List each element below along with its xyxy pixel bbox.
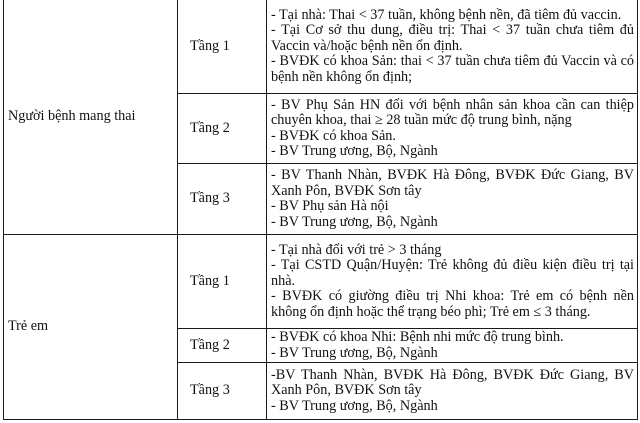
- tier-detail: [267, 363, 638, 420]
- tier-label: Tầng 3: [178, 164, 267, 235]
- detail-line: - BV Trung ương, Bộ, Ngành: [271, 397, 438, 414]
- tier-detail: [267, 235, 638, 329]
- tier-label: Tầng 1: [178, 0, 267, 94]
- detail-line: - BV Trung ương, Bộ, Ngành: [271, 213, 438, 230]
- tier-detail: [267, 329, 638, 363]
- detail-line: - BV Phụ Sản HN đối với bệnh nhân sản khoa cần can thiệp chuyên khoa, thai ≥ 28 tuần mức độ trung bình, nặng: [271, 96, 634, 128]
- tier-label: Tầng 2: [178, 94, 267, 164]
- detail-line: - BV Trung ương, Bộ, Ngành: [271, 143, 438, 159]
- detail-line: - Tại nhà đối với trẻ > 3 tháng: [271, 241, 442, 258]
- detail-line: - BV Trung ương, Bộ, Ngành: [271, 344, 438, 361]
- tier-label: Tầng 2: [178, 329, 267, 363]
- treatment-tier-table: [3, 0, 638, 420]
- table-row: [4, 0, 638, 94]
- detail-line: - BVĐK có khoa Nhi: Bệnh nhi mức độ trung bình.: [271, 329, 564, 345]
- detail-line: - BVĐK có khoa Sản.: [271, 127, 396, 144]
- tier-label: Tầng 1: [178, 235, 267, 329]
- tier-detail: [267, 94, 638, 164]
- detail-line: - Tại Cơ sở thu dung, điều trị: Thai < 37 tuần chưa tiêm đủ Vaccin và/hoặc bệnh nền ổn định.: [271, 22, 634, 54]
- tier-detail: [267, 0, 638, 94]
- detail-line: - Tại nhà: Thai < 37 tuần, không bệnh nền, đã tiêm đủ vaccin.: [271, 6, 622, 23]
- detail-line: -BV Thanh Nhàn, BVĐK Hà Đông, BVĐK Đức Giang, BV Xanh Pôn, BVĐK Sơn tây: [271, 366, 634, 399]
- detail-line: - Tại CSTD Quận/Huyện: Trẻ không đủ điều kiện điều trị tại nhà.: [271, 257, 634, 289]
- tier-label: Tầng 3: [178, 363, 267, 420]
- tier-detail: [267, 164, 638, 235]
- detail-line: - BV Thanh Nhàn, BVĐK Hà Đông, BVĐK Đức Giang, BV Xanh Pôn, BVĐK Sơn tây: [271, 167, 634, 199]
- detail-line: - BVĐK có giường điều trị Nhi khoa: Trẻ em có bệnh nền không ổn định hoặc thể trạng béo phì; Trẻ em ≤ 3 tháng.: [271, 288, 634, 320]
- table-row: [4, 235, 638, 329]
- detail-line: - BV Phụ sản Hà nội: [271, 198, 389, 214]
- group-label-children: Trẻ em: [4, 235, 178, 420]
- group-label-pregnant: Người bệnh mang thai: [4, 0, 178, 235]
- detail-line: - BVĐK có khoa Sản: thai < 37 tuần chưa tiêm đủ Vaccin và có bệnh nền không ổn định;: [271, 53, 634, 85]
